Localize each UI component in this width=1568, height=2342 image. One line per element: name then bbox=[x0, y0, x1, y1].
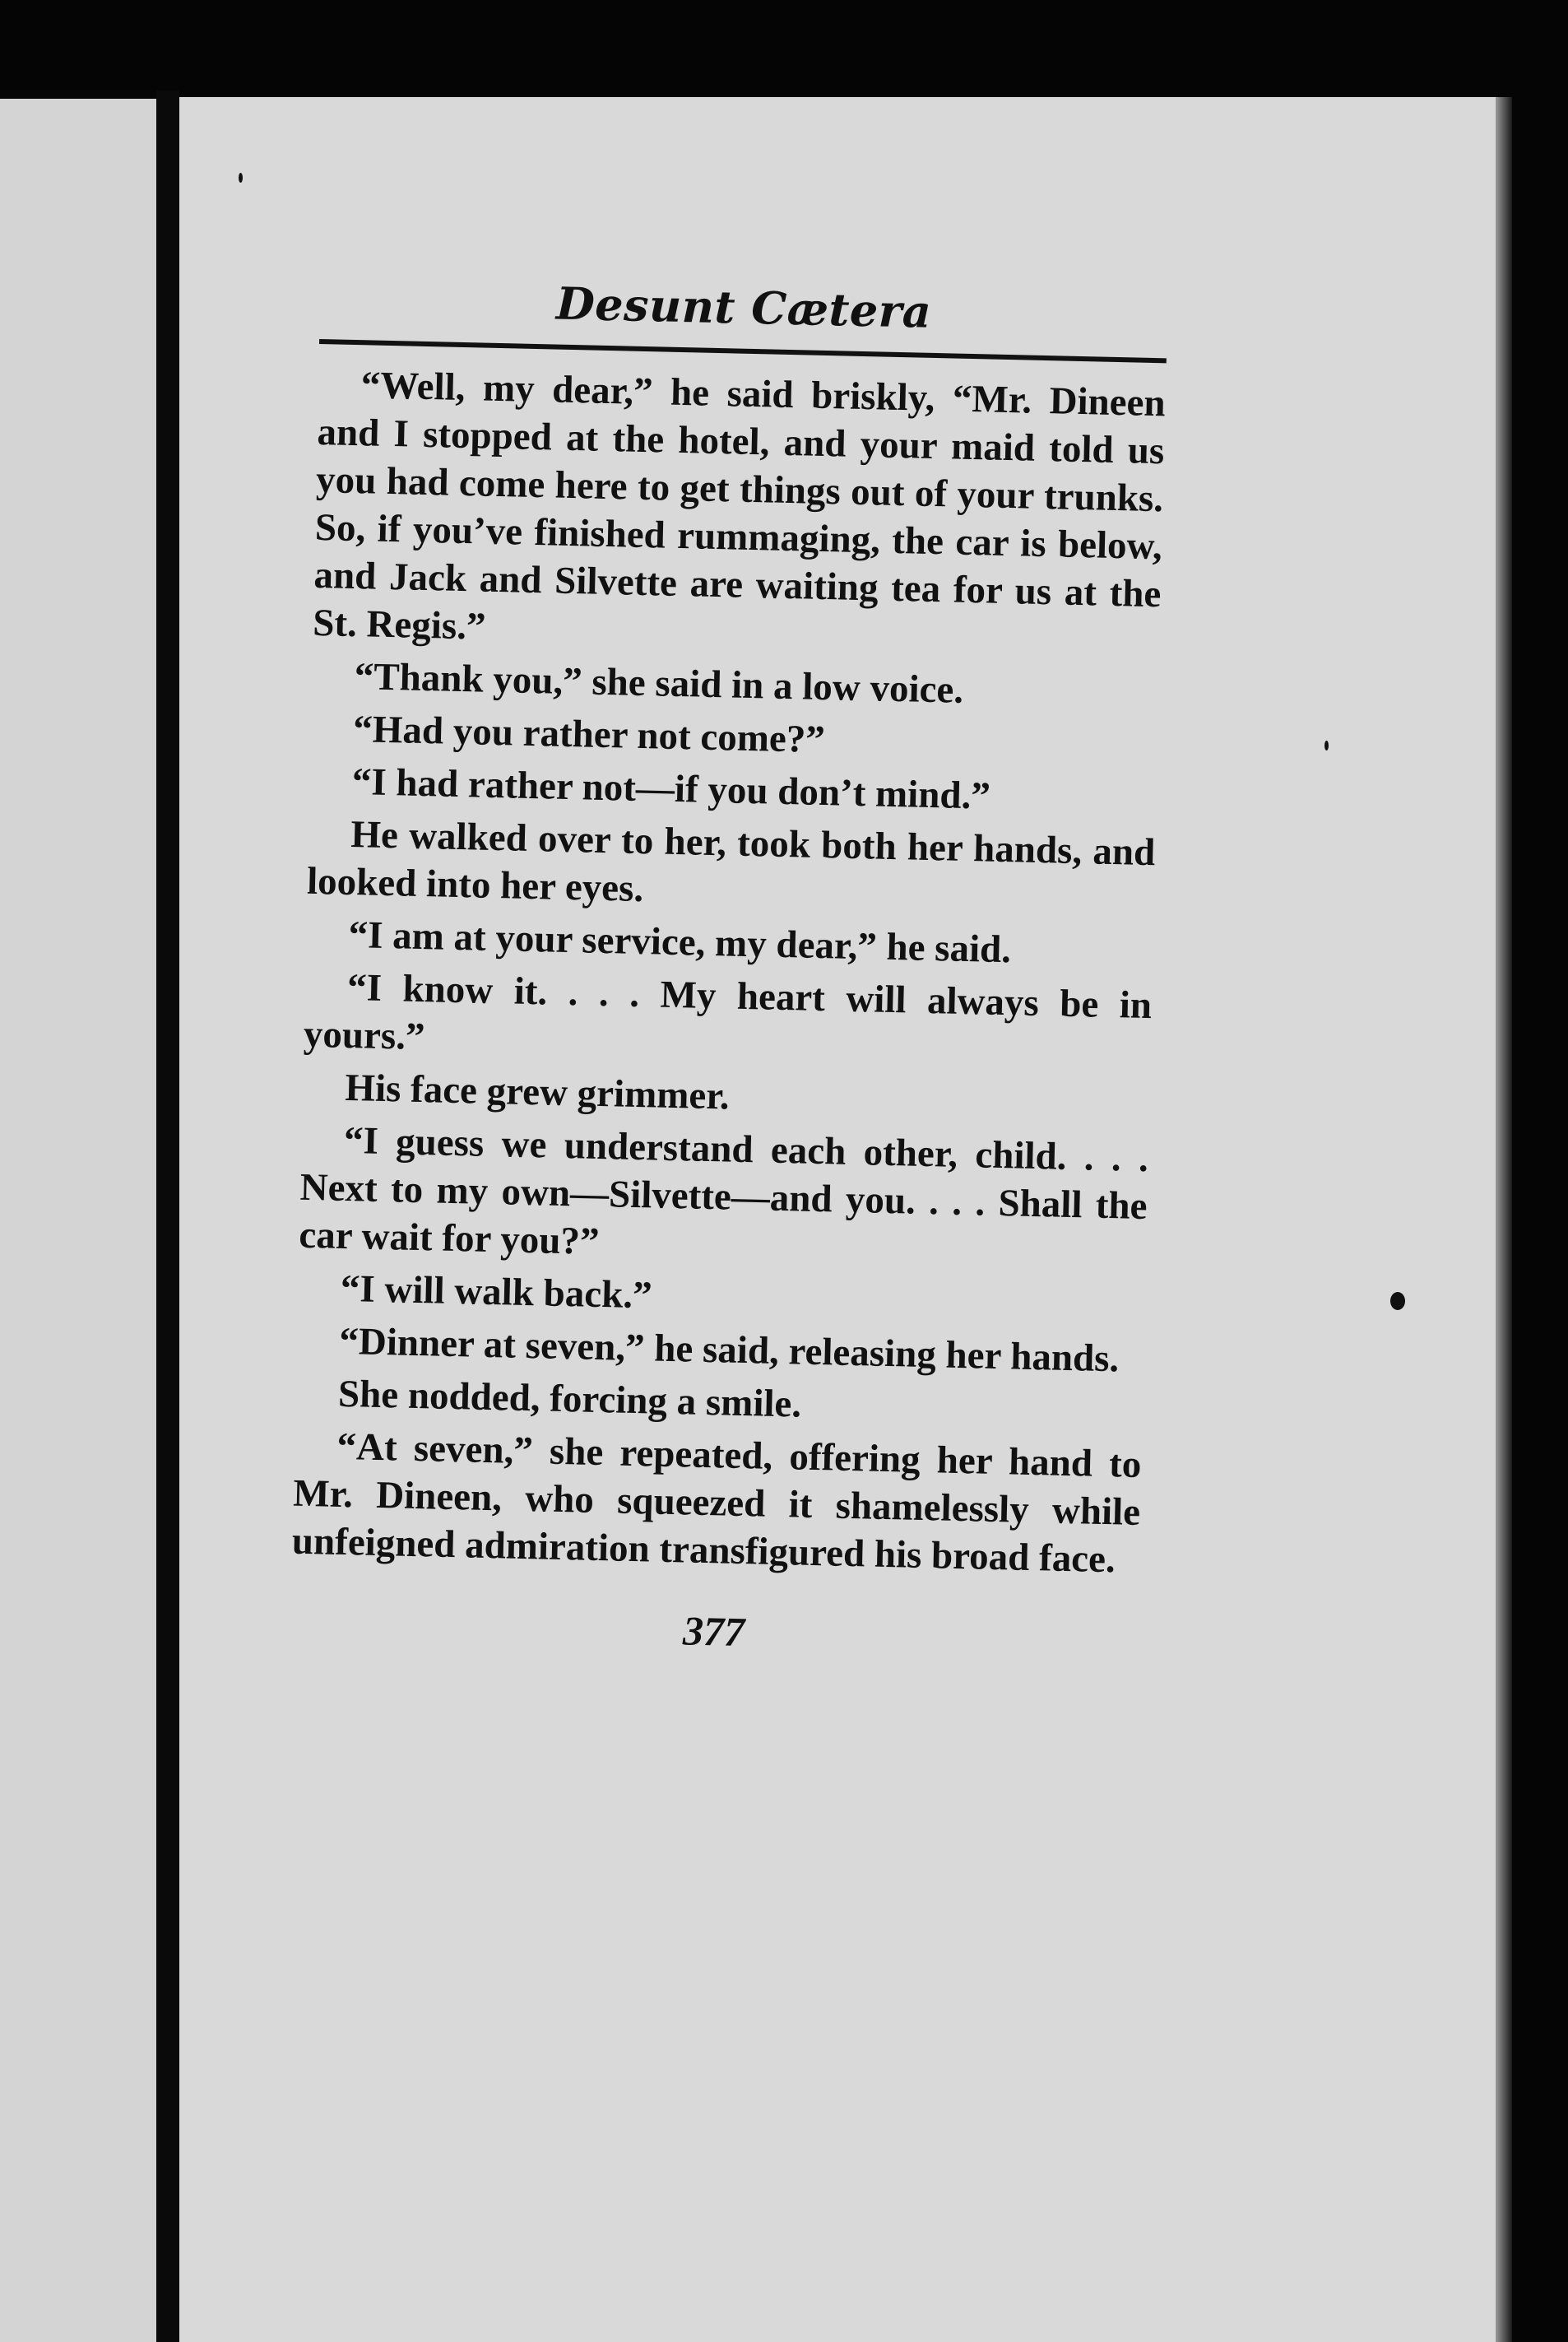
paragraph: He walked over to her, took both her hands, and looked into her eyes. bbox=[306, 813, 1156, 911]
page-text-block bbox=[290, 272, 1168, 1665]
paragraph: “I had rather not—if you don’t mind.” bbox=[351, 760, 991, 818]
paragraph: She nodded, forcing a smile. bbox=[337, 1372, 802, 1426]
paragraph: “Dinner at seven,” he said, releasing her hands. bbox=[338, 1319, 1120, 1381]
paragraph: His face grew grimmer. bbox=[344, 1066, 731, 1118]
paragraph: “Well, my dear,” he said briskly, “Mr. Dineen and I stopped at the hotel, and your maid told us you had come here to get things out of your trunks. So, if you’ve finished rummaging, the car is below, and Jack and Silvette are waiting tea for us at the St. Regis.” bbox=[312, 364, 1167, 648]
paragraph: “Had you rather not come?” bbox=[352, 708, 826, 762]
paragraph: “I will walk back.” bbox=[340, 1266, 653, 1317]
scan-speck bbox=[1324, 741, 1329, 750]
paragraph: “Thank you,” she said in a low voice. bbox=[354, 655, 964, 712]
book-gutter bbox=[156, 91, 179, 2342]
paragraph: “I know it. . . . My heart will always be in yours.” bbox=[303, 965, 1153, 1059]
page-number: 377 bbox=[682, 1607, 745, 1656]
paragraph: “I am at your service, my dear,” he said. bbox=[348, 913, 1012, 972]
paragraph: “At seven,” she repeated, offering her hand to Mr. Dineen, who squeezed it shamelessly while unfeigned admiration transfigured his broad face. bbox=[291, 1424, 1142, 1582]
running-head: Desunt Cætera bbox=[555, 276, 932, 338]
scan-speck bbox=[239, 173, 243, 183]
scan-speck bbox=[1390, 1292, 1405, 1310]
paragraph: “I guess we understand each other, child. . . . Next to my own—Silvette—and you. . . . Shall the car wait for you?” bbox=[298, 1118, 1149, 1263]
page-edge-shadow bbox=[1496, 97, 1512, 2342]
header-rule bbox=[319, 339, 1167, 363]
previous-page-edge bbox=[0, 99, 156, 2342]
